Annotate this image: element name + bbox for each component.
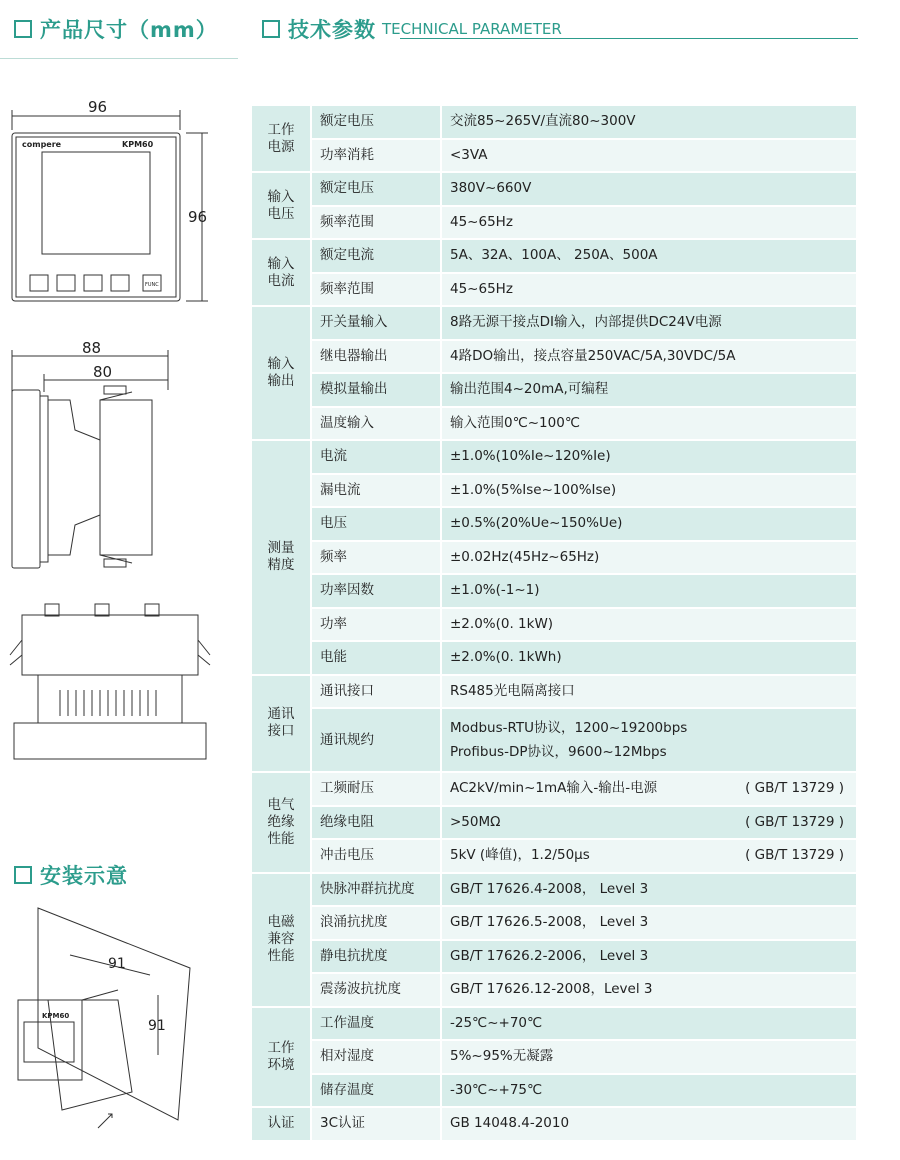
spec-name: 功率消耗 xyxy=(311,139,441,173)
spec-row xyxy=(251,139,857,173)
spec-value xyxy=(441,273,857,307)
spec-name: 相对湿度 xyxy=(311,1040,441,1074)
spec-value-text: AC2kV/min~1mA输入-输出-电源 xyxy=(450,780,658,797)
spec-value-text: 输入范围0℃~100℃ xyxy=(450,414,580,431)
spec-category: 电气 绝缘 性能 xyxy=(251,772,311,873)
spec-value-text: GB/T 17626.12-2008，Level 3 xyxy=(450,981,653,998)
spec-value xyxy=(441,407,857,441)
spec-value-text: -25℃~+70℃ xyxy=(450,1014,543,1031)
spec-row xyxy=(251,507,857,541)
spec-row xyxy=(251,373,857,407)
spec-value-text: ±0.5%(20%Ue~150%Ue) xyxy=(450,515,623,532)
spec-value xyxy=(441,940,857,974)
spec-category: 输入 输出 xyxy=(251,306,311,440)
spec-row xyxy=(251,1107,857,1141)
spec-value xyxy=(441,973,857,1007)
spec-name: 开关量输入 xyxy=(311,306,441,340)
spec-name: 冲击电压 xyxy=(311,839,441,873)
spec-name: 功率因数 xyxy=(311,574,441,608)
spec-value xyxy=(441,541,857,575)
spec-name: 频率范围 xyxy=(311,273,441,307)
spec-value xyxy=(441,474,857,508)
spec-name: 电能 xyxy=(311,641,441,675)
spec-value xyxy=(441,1040,857,1074)
spec-name: 频率 xyxy=(311,541,441,575)
install-model-label: KPM60 xyxy=(42,1012,70,1020)
spec-value xyxy=(441,574,857,608)
spec-name: 额定电压 xyxy=(311,105,441,139)
spec-table xyxy=(250,104,858,1142)
front-model-label: KPM60 xyxy=(122,140,154,149)
spec-value xyxy=(441,608,857,642)
keyboard-icon xyxy=(262,20,280,38)
spec-row xyxy=(251,172,857,206)
spec-name: 静电抗扰度 xyxy=(311,940,441,974)
spec-name: 继电器输出 xyxy=(311,340,441,374)
spec-value xyxy=(441,340,857,374)
spec-category: 通讯 接口 xyxy=(251,675,311,773)
spec-name: 浪涌抗扰度 xyxy=(311,906,441,940)
spec-row xyxy=(251,340,857,374)
side-view-drawing xyxy=(12,350,168,568)
spec-value-text: 交流85~265V/直流80~300V xyxy=(450,113,636,130)
spec-standard: ( GB/T 13729 ) xyxy=(745,780,844,797)
spec-value-text: GB/T 17626.5-2008， Level 3 xyxy=(450,914,649,931)
spec-value-text: 5kV (峰值)，1.2/50μs xyxy=(450,847,590,864)
spec-row xyxy=(251,541,857,575)
spec-name: 绝缘电阻 xyxy=(311,806,441,840)
spec-row xyxy=(251,206,857,240)
spec-value-text: GB/T 17626.4-2008， Level 3 xyxy=(450,880,649,897)
spec-row xyxy=(251,675,857,709)
spec-row xyxy=(251,440,857,474)
spec-value xyxy=(441,440,857,474)
spec-value-text: 5%~95%无凝露 xyxy=(450,1048,554,1065)
spec-row xyxy=(251,772,857,806)
spec-value-text: 5A、32A、100A、 250A、500A xyxy=(450,247,658,264)
spec-name: 快脉冲群抗扰度 xyxy=(311,873,441,907)
brand-logo: compere xyxy=(22,140,62,149)
spec-value xyxy=(441,839,857,873)
spec-value-text: GB/T 17626.2-2006， Level 3 xyxy=(450,947,649,964)
spec-name: 漏电流 xyxy=(311,474,441,508)
spec-value-text: 45~65Hz xyxy=(450,213,513,230)
spec-value-text: 45~65Hz xyxy=(450,280,513,297)
spec-row xyxy=(251,873,857,907)
spec-category: 工作 环境 xyxy=(251,1007,311,1108)
spec-value xyxy=(441,772,857,806)
spec-name: 3C认证 xyxy=(311,1107,441,1141)
side-body-label: 80 xyxy=(93,363,113,381)
spec-name: 额定电流 xyxy=(311,239,441,273)
spec-value xyxy=(441,708,857,772)
bottom-view-drawing xyxy=(10,604,210,759)
spec-value-text: 4路DO输出，接点容量250VAC/5A,30VDC/5A xyxy=(450,347,736,364)
spec-value xyxy=(441,139,857,173)
spec-row xyxy=(251,608,857,642)
spec-row xyxy=(251,273,857,307)
spec-name: 电流 xyxy=(311,440,441,474)
dimensions-title: 产品尺寸（mm） xyxy=(40,18,218,42)
spec-row xyxy=(251,239,857,273)
spec-row xyxy=(251,105,857,139)
spec-value-text: ±1.0%(5%Ise~100%Ise) xyxy=(450,481,617,498)
spec-value-text: ±2.0%(0. 1kW) xyxy=(450,615,554,632)
installation-header xyxy=(14,860,128,890)
spec-name: 工作温度 xyxy=(311,1007,441,1041)
header-rule xyxy=(400,38,858,39)
spec-value-text: ±0.02Hz(45Hz~65Hz) xyxy=(450,548,600,565)
spec-row xyxy=(251,940,857,974)
spec-row xyxy=(251,806,857,840)
spec-row xyxy=(251,641,857,675)
spec-name: 功率 xyxy=(311,608,441,642)
spec-name: 模拟量输出 xyxy=(311,373,441,407)
technical-title: 技术参数 xyxy=(288,18,376,42)
spec-row xyxy=(251,906,857,940)
spec-value-text: 输出范围4~20mA,可编程 xyxy=(450,381,609,398)
spec-standard: ( GB/T 13729 ) xyxy=(745,813,844,830)
spec-category: 输入 电流 xyxy=(251,239,311,306)
spec-name: 额定电压 xyxy=(311,172,441,206)
spec-value-text: <3VA xyxy=(450,146,488,163)
install-height-label: 91 xyxy=(148,1018,166,1034)
spec-name: 频率范围 xyxy=(311,206,441,240)
spec-row xyxy=(251,1040,857,1074)
install-width-label: 91 xyxy=(108,956,126,972)
spec-row xyxy=(251,1074,857,1108)
spec-value-text: ±2.0%(0. 1kWh) xyxy=(450,649,562,666)
spec-value-text: Modbus-RTU协议，1200~19200bps Profibus-DP协议，9600~12Mbps xyxy=(450,720,688,760)
technical-subtitle: TECHNICAL PARAMETER xyxy=(382,20,562,38)
spec-value xyxy=(441,873,857,907)
spec-value-text: -30℃~+75℃ xyxy=(450,1081,543,1098)
spec-value xyxy=(441,641,857,675)
spec-category: 认证 xyxy=(251,1107,311,1141)
spec-value-text: 380V~660V xyxy=(450,180,532,197)
spec-category: 测量 精度 xyxy=(251,440,311,675)
technical-header xyxy=(262,14,562,44)
spec-category: 工作 电源 xyxy=(251,105,311,172)
front-width-label: 96 xyxy=(88,98,108,116)
spec-name: 储存温度 xyxy=(311,1074,441,1108)
spec-value xyxy=(441,1007,857,1041)
spec-value xyxy=(441,172,857,206)
front-view-drawing xyxy=(12,110,208,301)
func-button-label: FUNC xyxy=(145,282,159,288)
spec-name: 电压 xyxy=(311,507,441,541)
spec-value-text: ±1.0%(-1~1) xyxy=(450,582,540,599)
side-depth-label: 88 xyxy=(82,339,102,357)
spec-value xyxy=(441,306,857,340)
installation-title: 安装示意 xyxy=(40,864,128,888)
spec-value xyxy=(441,1074,857,1108)
spec-row xyxy=(251,839,857,873)
spec-value-text: RS485光电隔离接口 xyxy=(450,682,575,699)
spec-value-text: >50MΩ xyxy=(450,813,501,830)
spec-row xyxy=(251,474,857,508)
spec-row xyxy=(251,973,857,1007)
spec-value xyxy=(441,239,857,273)
spec-value xyxy=(441,675,857,709)
spec-name: 通讯规约 xyxy=(311,708,441,772)
spec-name: 工频耐压 xyxy=(311,772,441,806)
spec-name: 温度输入 xyxy=(311,407,441,441)
spec-category: 电磁 兼容 性能 xyxy=(251,873,311,1007)
spec-standard: ( GB/T 13729 ) xyxy=(745,847,844,864)
spec-name: 通讯接口 xyxy=(311,675,441,709)
front-height-label: 96 xyxy=(188,208,208,226)
spec-row xyxy=(251,574,857,608)
edit-icon xyxy=(14,866,32,884)
spec-value xyxy=(441,906,857,940)
spec-value xyxy=(441,373,857,407)
spec-value xyxy=(441,105,857,139)
spec-row xyxy=(251,1007,857,1041)
spec-row xyxy=(251,708,857,772)
spec-value-text: GB 14048.4-2010 xyxy=(450,1115,570,1132)
spec-row xyxy=(251,306,857,340)
dimension-drawings xyxy=(0,0,245,1160)
spec-name: 震荡波抗扰度 xyxy=(311,973,441,1007)
spec-value xyxy=(441,206,857,240)
spec-value xyxy=(441,806,857,840)
spec-category: 输入 电压 xyxy=(251,172,311,239)
spec-value xyxy=(441,507,857,541)
spec-row xyxy=(251,407,857,441)
spec-value-text: 8路无源干接点DI输入，内部提供DC24V电源 xyxy=(450,314,722,331)
spec-value-text: ±1.0%(10%Ie~120%Ie) xyxy=(450,448,611,465)
spec-value xyxy=(441,1107,857,1141)
